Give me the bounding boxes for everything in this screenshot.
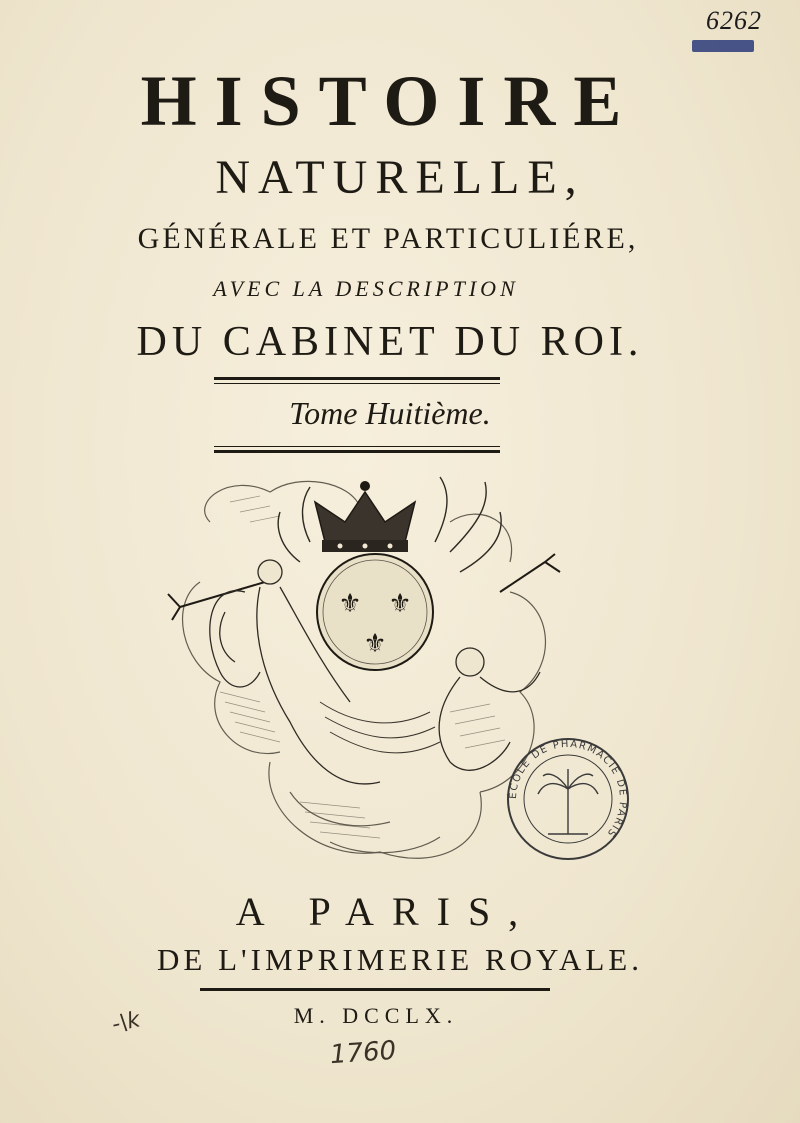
svg-text:⚜: ⚜ (388, 589, 412, 619)
rule-bottom-thick (214, 450, 500, 453)
globe-fleur-de-lis-icon (317, 554, 433, 670)
crown-icon (315, 481, 415, 552)
handwritten-year: 1760 (329, 1035, 398, 1071)
library-stamp-text: ÉCOLE DE PHARMACIE DE PARIS (507, 738, 629, 840)
imprint-date: M. DCCLX. (293, 1003, 459, 1028)
shelfmark: 6262 (706, 6, 762, 35)
imprint-place: A PARIS, (235, 889, 537, 934)
title-line-generale: GÉNÉRALE ET PARTICULIÉRE, (137, 222, 639, 255)
title-line-histoire: HISTOIRE (140, 61, 640, 141)
svg-text:⚜: ⚜ (363, 629, 387, 659)
title-line-naturelle: NATURELLE, (215, 151, 585, 204)
imprint-printer: DE L'IMPRIMERIE ROYALE. (157, 942, 643, 977)
rule-top-thick (214, 377, 500, 380)
volume-label: Tome Huitième. (289, 395, 491, 431)
title-line-avec-la-description: AVEC LA DESCRIPTION (213, 276, 519, 301)
handwritten-mark: -\k (109, 1007, 143, 1038)
rule-imprint (200, 988, 550, 991)
library-stamp-icon (503, 734, 633, 864)
drapery (320, 702, 440, 753)
palm-tree-icon (538, 769, 598, 834)
rule-bottom-thin (214, 446, 500, 447)
title-line-cabinet-du-roi: DU CABINET DU ROI. (136, 319, 644, 365)
svg-text:⚜: ⚜ (338, 589, 362, 619)
rule-top-thin (214, 383, 500, 384)
shelfmark-stamp (692, 40, 754, 52)
